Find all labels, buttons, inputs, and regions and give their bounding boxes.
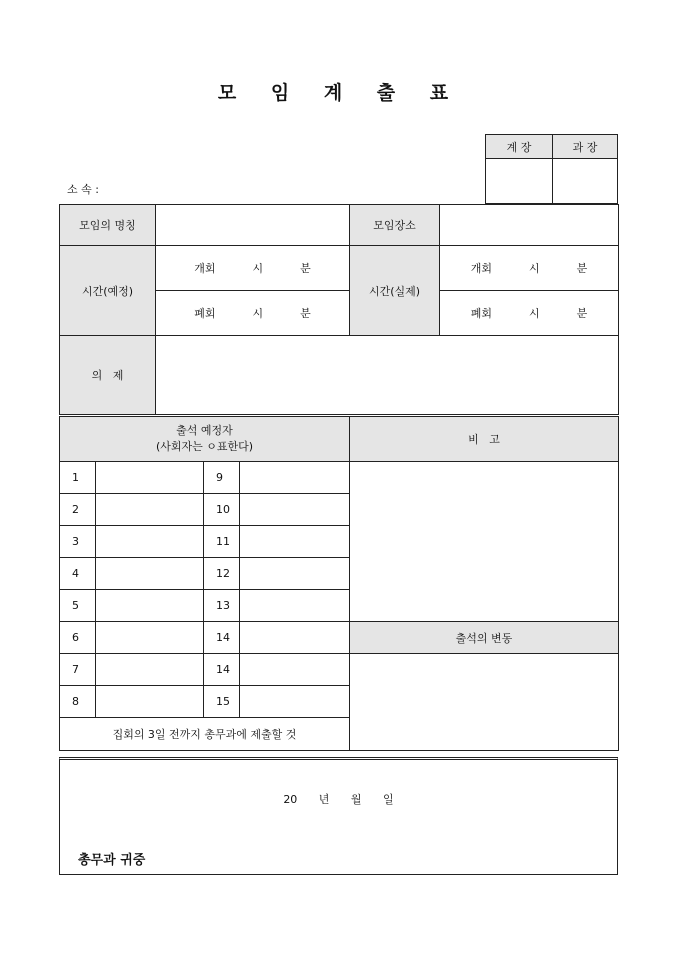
approval-header-2: 과 장 bbox=[553, 135, 618, 159]
attendee-name-field[interactable] bbox=[96, 526, 204, 558]
attendee-number: 15 bbox=[204, 686, 240, 718]
meeting-place-label: 모임장소 bbox=[350, 205, 440, 246]
attendee-name-field[interactable] bbox=[96, 462, 204, 494]
attendees-header bbox=[60, 416, 350, 462]
meeting-name-label: 모임의 명칭 bbox=[60, 205, 156, 246]
attendance-change-field[interactable] bbox=[350, 654, 619, 751]
attendee-number: 12 bbox=[204, 558, 240, 590]
attendee-name-field[interactable] bbox=[96, 654, 204, 686]
attendee-name-field[interactable] bbox=[96, 494, 204, 526]
approval-stamp-2[interactable] bbox=[553, 159, 618, 204]
attendee-number: 14 bbox=[204, 622, 240, 654]
attendee-number: 9 bbox=[204, 462, 240, 494]
meeting-form-table bbox=[59, 204, 619, 751]
planned-open-minute-unit: 분 bbox=[300, 262, 311, 275]
attendee-number: 13 bbox=[204, 590, 240, 622]
actual-close-label: 폐회 bbox=[470, 307, 492, 320]
planned-close-label: 폐회 bbox=[194, 307, 216, 320]
approval-box bbox=[485, 134, 618, 204]
planned-close-hour-unit: 시 bbox=[252, 307, 264, 320]
planned-open-time[interactable] bbox=[156, 246, 350, 291]
meeting-place-field[interactable] bbox=[440, 205, 619, 246]
actual-open-minute-unit: 분 bbox=[576, 262, 588, 275]
agenda-label: 의 제 bbox=[60, 336, 156, 416]
attendance-change-header: 출석의 변동 bbox=[350, 622, 619, 654]
attendee-name-field[interactable] bbox=[240, 526, 350, 558]
attendee-number: 11 bbox=[204, 526, 240, 558]
remarks-field[interactable] bbox=[350, 462, 619, 622]
attendee-name-field[interactable] bbox=[240, 686, 350, 718]
form-title: 모 임 계 출 표 bbox=[217, 82, 463, 104]
attendee-number: 6 bbox=[60, 622, 96, 654]
attendees-header-note: (사회자는 ㅇ표한다) bbox=[155, 440, 254, 453]
attendee-name-field[interactable] bbox=[96, 558, 204, 590]
attendee-number: 10 bbox=[204, 494, 240, 526]
agenda-field[interactable] bbox=[156, 336, 619, 416]
actual-close-hour-unit: 시 bbox=[528, 307, 540, 320]
actual-open-label: 개회 bbox=[470, 262, 492, 275]
attendee-name-field[interactable] bbox=[240, 590, 350, 622]
attendee-number: 4 bbox=[60, 558, 96, 590]
attendee-name-field[interactable] bbox=[240, 462, 350, 494]
actual-open-time[interactable] bbox=[440, 246, 619, 291]
planned-close-time[interactable] bbox=[156, 291, 350, 336]
attendee-number: 1 bbox=[60, 462, 96, 494]
submission-note: 집회의 3일 전까지 총무과에 제출할 것 bbox=[60, 718, 350, 751]
attendee-name-field[interactable] bbox=[240, 558, 350, 590]
attendee-number: 14 bbox=[204, 654, 240, 686]
planned-open-label: 개회 bbox=[194, 262, 216, 275]
attendee-number: 5 bbox=[60, 590, 96, 622]
attendee-name-field[interactable] bbox=[240, 494, 350, 526]
actual-open-hour-unit: 시 bbox=[528, 262, 540, 275]
planned-open-hour-unit: 시 bbox=[252, 262, 264, 275]
planned-close-minute-unit: 분 bbox=[300, 307, 311, 320]
attendee-name-field[interactable] bbox=[96, 622, 204, 654]
attendee-name-field[interactable] bbox=[240, 622, 350, 654]
time-planned-label: 시간(예정) bbox=[60, 246, 156, 336]
attendee-number: 8 bbox=[60, 686, 96, 718]
approval-stamp-1[interactable] bbox=[486, 159, 553, 204]
footer-section bbox=[59, 757, 618, 875]
actual-close-minute-unit: 분 bbox=[576, 307, 588, 320]
recipient: 총무과 귀중 bbox=[78, 853, 146, 868]
attendee-name-field[interactable] bbox=[96, 686, 204, 718]
approval-header-1: 계 장 bbox=[486, 135, 553, 159]
remarks-header: 비 고 bbox=[350, 416, 619, 462]
attendee-name-field[interactable] bbox=[240, 654, 350, 686]
meeting-name-field[interactable] bbox=[156, 205, 350, 246]
attendee-number: 2 bbox=[60, 494, 96, 526]
attendee-number: 7 bbox=[60, 654, 96, 686]
attendee-number: 3 bbox=[60, 526, 96, 558]
time-actual-label: 시간(실제) bbox=[350, 246, 440, 336]
actual-close-time[interactable] bbox=[440, 291, 619, 336]
attendees-header-title: 출석 예정자 bbox=[176, 424, 233, 437]
affiliation-label: 소 속 : bbox=[67, 183, 99, 196]
date-line[interactable]: 20 년 월 일 bbox=[283, 793, 394, 806]
attendee-name-field[interactable] bbox=[96, 590, 204, 622]
